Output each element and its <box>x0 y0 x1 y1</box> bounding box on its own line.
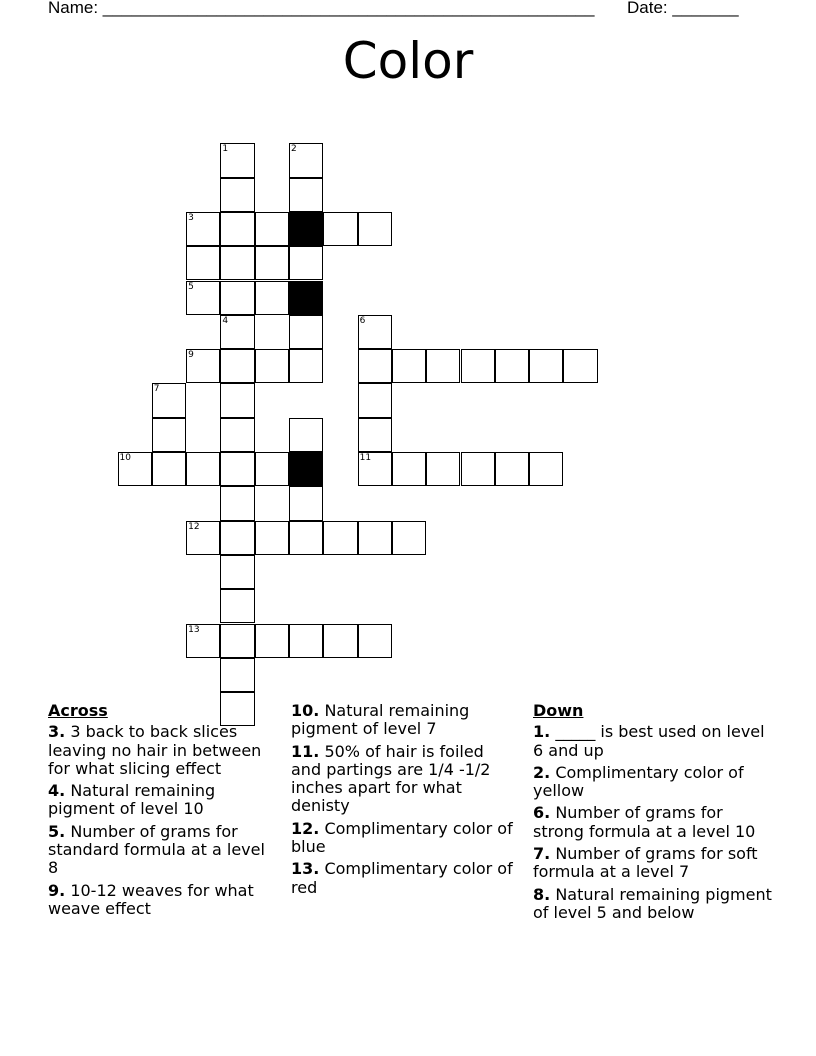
grid-cell[interactable] <box>289 178 323 212</box>
clue-across-5: 5. Number of grams for standard formula at a level 8 <box>48 821 265 878</box>
clue-number: 9 <box>188 350 194 361</box>
clue-across-13: 13. Complimentary color of red <box>291 859 513 897</box>
clue-down-6: 6. Number of grams for strong formula at a level 10 <box>533 803 756 841</box>
grid-cell[interactable] <box>220 555 254 589</box>
grid-cell[interactable] <box>289 315 323 349</box>
grid-cell[interactable] <box>220 143 254 177</box>
clue-across-11: 11. 50% of hair is foiled and partings are 1/4 -1/2 inches apart for what denisty <box>291 741 491 816</box>
grid-cell[interactable] <box>255 212 289 246</box>
grid-cell[interactable] <box>220 281 254 315</box>
grid-cell[interactable] <box>152 383 186 417</box>
grid-cell[interactable] <box>495 452 529 486</box>
grid-cell[interactable] <box>289 246 323 280</box>
down-heading: Down <box>533 701 584 720</box>
grid-cell[interactable] <box>220 246 254 280</box>
grid-cell[interactable] <box>220 212 254 246</box>
clue-number: 1 <box>222 144 229 155</box>
clue-number: 3 <box>188 212 194 223</box>
grid-cell[interactable] <box>358 521 392 555</box>
grid-cell[interactable] <box>358 624 392 658</box>
clue-across-4: 4. Natural remaining pigment of level 10 <box>48 781 216 819</box>
grid-cell[interactable] <box>392 521 426 555</box>
grid-cell[interactable] <box>186 521 220 555</box>
grid-cell[interactable] <box>392 452 426 486</box>
grid-cell[interactable] <box>220 452 254 486</box>
grid-cell[interactable] <box>426 349 460 383</box>
black-square <box>289 452 323 486</box>
grid-cell[interactable] <box>186 246 220 280</box>
grid-cell[interactable] <box>152 452 186 486</box>
grid-cell[interactable] <box>289 349 323 383</box>
grid-cell[interactable] <box>220 383 254 417</box>
grid-cell[interactable] <box>358 315 392 349</box>
grid-cell[interactable] <box>461 349 495 383</box>
grid-cell[interactable] <box>323 212 357 246</box>
clue-down-1: 1. _____ is best used on level 6 and up <box>533 722 765 760</box>
grid-cell[interactable] <box>186 212 220 246</box>
grid-cell[interactable] <box>186 349 220 383</box>
grid-cell[interactable] <box>563 349 597 383</box>
grid-cell[interactable] <box>220 658 254 692</box>
grid-cell[interactable] <box>358 452 392 486</box>
clue-across-12: 12. Complimentary color of blue <box>291 818 513 857</box>
page-title: Color <box>342 32 474 90</box>
clue-number: 12 <box>188 521 200 532</box>
clue-down-7: 7. Number of grams for soft formula at a level 7 <box>533 844 758 882</box>
clue-number: 5 <box>188 281 194 292</box>
clue-number: 11 <box>359 453 372 463</box>
across-heading: Across <box>48 701 108 720</box>
grid-cell[interactable] <box>289 521 323 555</box>
grid-cell[interactable] <box>118 452 152 486</box>
grid-cell[interactable] <box>255 246 289 280</box>
grid-cell[interactable] <box>255 452 289 486</box>
grid-cell[interactable] <box>220 521 254 555</box>
grid-cell[interactable] <box>289 418 323 452</box>
grid-cell[interactable] <box>186 281 220 315</box>
grid-cell[interactable] <box>186 452 220 486</box>
grid-cell[interactable] <box>186 624 220 658</box>
clue-across-9: 9. 10-12 weaves for what weave effect <box>48 880 254 918</box>
clue-number: 6 <box>359 315 366 326</box>
grid-cell[interactable] <box>323 624 357 658</box>
clue-number: 10 <box>119 453 131 463</box>
across-clues-continued <box>291 702 516 901</box>
across-clues <box>48 702 280 922</box>
clue-number: 2 <box>291 144 297 155</box>
clue-down-2: 2. Complimentary color of yellow <box>533 762 744 801</box>
clue-across-3: 3. 3 back to back slices leaving no hair in between for what slicing effect <box>48 722 262 778</box>
grid-cell[interactable] <box>220 418 254 452</box>
down-clues <box>533 702 773 926</box>
grid-cell[interactable] <box>358 383 392 417</box>
clue-down-8: 8. Natural remaining pigment of level 5 and below <box>533 884 772 922</box>
clue-across-10: 10. Natural remaining pigment of level 7 <box>291 701 470 739</box>
grid-cell[interactable] <box>220 486 254 520</box>
grid-cell[interactable] <box>323 521 357 555</box>
grid-cell[interactable] <box>220 589 254 623</box>
grid-cell[interactable] <box>358 418 392 452</box>
grid-cell[interactable] <box>220 315 254 349</box>
grid-cell[interactable] <box>426 452 460 486</box>
grid-cell[interactable] <box>152 418 186 452</box>
grid-cell[interactable] <box>255 624 289 658</box>
grid-cell[interactable] <box>358 349 392 383</box>
date-field-label: Date: _______ <box>627 0 739 17</box>
grid-cell[interactable] <box>255 281 289 315</box>
name-field-label: Name: ____________________________________________________ <box>48 0 595 17</box>
grid-cell[interactable] <box>220 624 254 658</box>
grid-cell[interactable] <box>392 349 426 383</box>
black-square <box>289 281 323 315</box>
grid-cell[interactable] <box>289 143 323 177</box>
grid-cell[interactable] <box>255 521 289 555</box>
grid-cell[interactable] <box>495 349 529 383</box>
black-square <box>289 212 323 246</box>
grid-cell[interactable] <box>289 486 323 520</box>
grid-cell[interactable] <box>220 178 254 212</box>
grid-cell[interactable] <box>358 212 392 246</box>
clue-number: 4 <box>222 315 229 326</box>
clue-number: 13 <box>188 624 200 635</box>
grid-cell[interactable] <box>255 349 289 383</box>
grid-cell[interactable] <box>289 624 323 658</box>
grid-cell[interactable] <box>529 349 563 383</box>
grid-cell[interactable] <box>529 452 563 486</box>
grid-cell[interactable] <box>220 349 254 383</box>
clue-number: 7 <box>153 384 160 395</box>
grid-cell[interactable] <box>461 452 495 486</box>
